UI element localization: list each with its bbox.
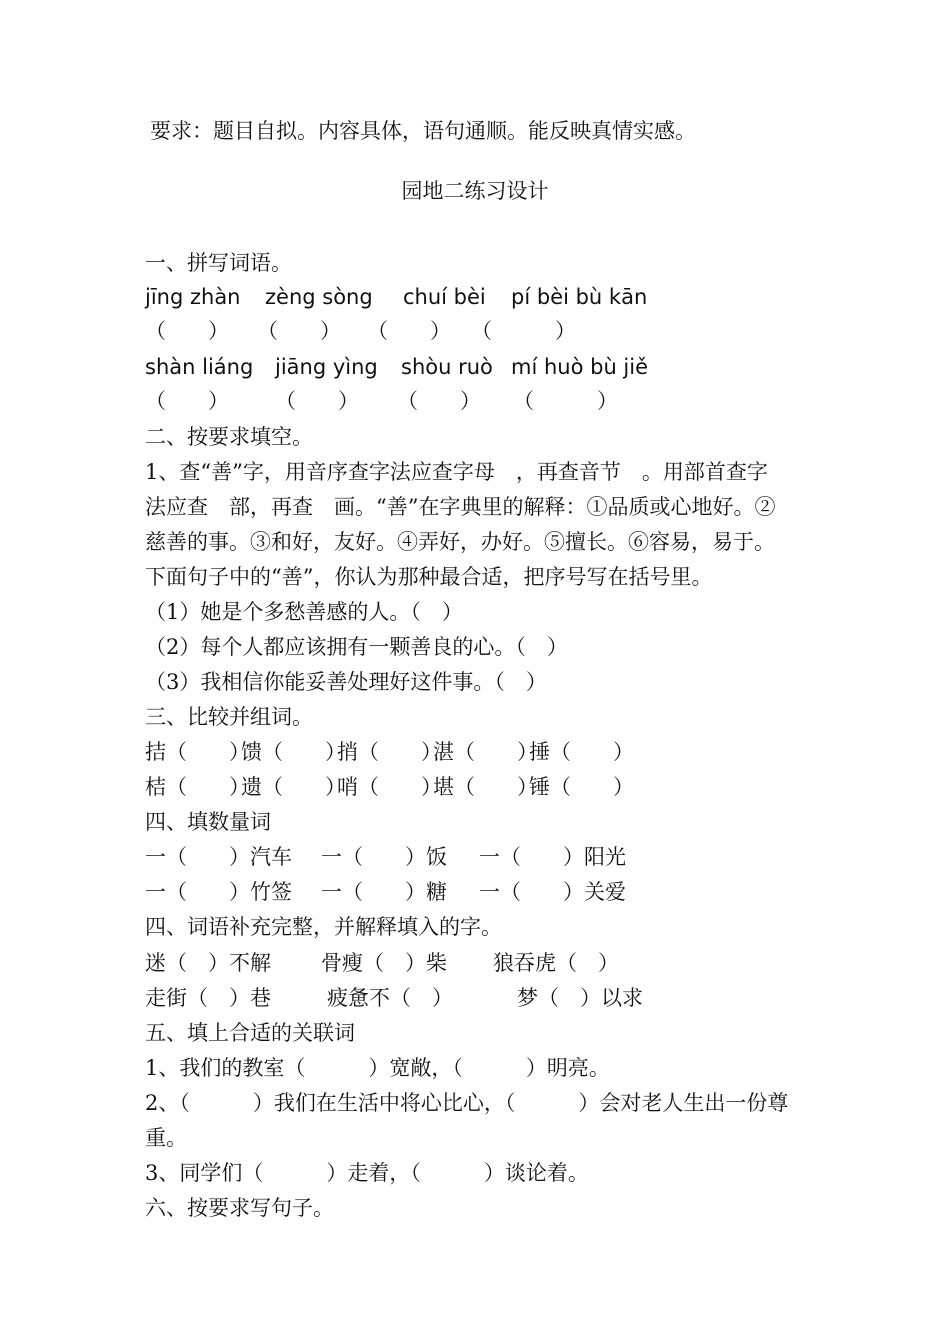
- paragraph-line: 慈善的事。③和好，友好。④弄好，办好。⑤擅长。⑥容易，易于。: [145, 530, 775, 554]
- measure-item: 一（ ）竹签: [145, 880, 292, 904]
- answer-blank: （ ）: [275, 389, 359, 413]
- idiom-item: 疲惫不（ ）: [327, 986, 453, 1010]
- requirement-text: 要求：题目自拟。内容具体，语句通顺。能反映真情实感。: [150, 119, 696, 143]
- idiom-item: 梦（ ）以求: [517, 986, 643, 1010]
- connective-line-2-cont: 重。: [145, 1126, 187, 1150]
- section-6-heading: 五、填上合适的关联词: [145, 1021, 355, 1045]
- answer-blank: （ ）: [397, 389, 481, 413]
- measure-item: 一（ ）阳光: [479, 845, 626, 869]
- compare-item: 遗（ ）: [241, 775, 346, 799]
- connective-line-1: 1、我们的教室（ ）宽敞，（ ）明亮。: [145, 1056, 610, 1080]
- compare-item: 桔（ ）: [145, 775, 250, 799]
- idiom-item: 骨瘦（ ）柴: [321, 951, 447, 975]
- pinyin: jiāng yìng: [275, 355, 378, 379]
- compare-item: 湛（ ）: [433, 740, 538, 764]
- pinyin: shòu ruò: [401, 355, 493, 379]
- answer-blank: （ ）: [257, 319, 341, 343]
- connective-line-3: 3、同学们（ ）走着，（ ）谈论着。: [145, 1161, 589, 1185]
- answer-blank: （ ）: [471, 319, 576, 343]
- question-1: （1）她是个多愁善感的人。（ ）: [145, 600, 463, 624]
- pinyin: mí huò bù jiě: [511, 355, 649, 379]
- answer-blank: （ ）: [145, 319, 229, 343]
- section-5-heading: 四、词语补充完整，并解释填入的字。: [145, 915, 502, 939]
- measure-item: 一（ ）饭: [321, 845, 447, 869]
- compare-item: 哨（ ）: [337, 775, 442, 799]
- pinyin: shàn liáng: [145, 355, 254, 379]
- compare-item: 捶（ ）: [529, 740, 634, 764]
- measure-item: 一（ ）糖: [321, 880, 447, 904]
- paragraph-line: 1、查“善”字，用音序查字法应查字母 ，再查音节 。用部首查字: [145, 460, 768, 484]
- compare-item: 捎（ ）: [337, 740, 442, 764]
- pinyin: pí bèi bù kān: [511, 285, 648, 309]
- connective-line-2: 2、（ ）我们在生活中将心比心，（ ）会对老人生出一份尊: [145, 1091, 789, 1115]
- idiom-item: 狼吞虎（ ）: [493, 951, 619, 975]
- section-4-heading: 四、填数量词: [145, 810, 271, 834]
- measure-item: 一（ ）关爱: [479, 880, 626, 904]
- page-title: 园地二练习设计: [401, 179, 549, 203]
- idiom-item: 迷（ ）不解: [145, 951, 271, 975]
- section-3-heading: 三、比较并组词。: [145, 705, 313, 729]
- pinyin: zèng sòng: [265, 285, 373, 309]
- answer-blank: （ ）: [513, 389, 618, 413]
- idiom-item: 走街（ ）巷: [145, 986, 271, 1010]
- measure-item: 一（ ）汽车: [145, 845, 292, 869]
- section-2-heading: 二、按要求填空。: [145, 425, 313, 449]
- answer-blank: （ ）: [367, 319, 451, 343]
- compare-item: 堪（ ）: [433, 775, 538, 799]
- compare-item: 拮（ ）: [145, 740, 250, 764]
- question-2: （2）每个人都应该拥有一颗善良的心。（ ）: [145, 635, 568, 659]
- pinyin: jīng zhàn: [145, 285, 241, 309]
- paragraph-line: 下面句子中的“善”，你认为那种最合适，把序号写在括号里。: [145, 565, 713, 589]
- section-7-heading: 六、按要求写句子。: [145, 1196, 334, 1220]
- pinyin: chuí bèi: [403, 285, 486, 309]
- section-1-heading: 一、拼写词语。: [145, 251, 292, 275]
- compare-item: 馈（ ）: [241, 740, 346, 764]
- compare-item: 锤（ ）: [529, 775, 634, 799]
- answer-blank: （ ）: [145, 389, 229, 413]
- paragraph-line: 法应查 部，再查 画。“善”在字典里的解释：①品质或心地好。②: [145, 495, 776, 519]
- question-3: （3）我相信你能妥善处理好这件事。（ ）: [145, 670, 547, 694]
